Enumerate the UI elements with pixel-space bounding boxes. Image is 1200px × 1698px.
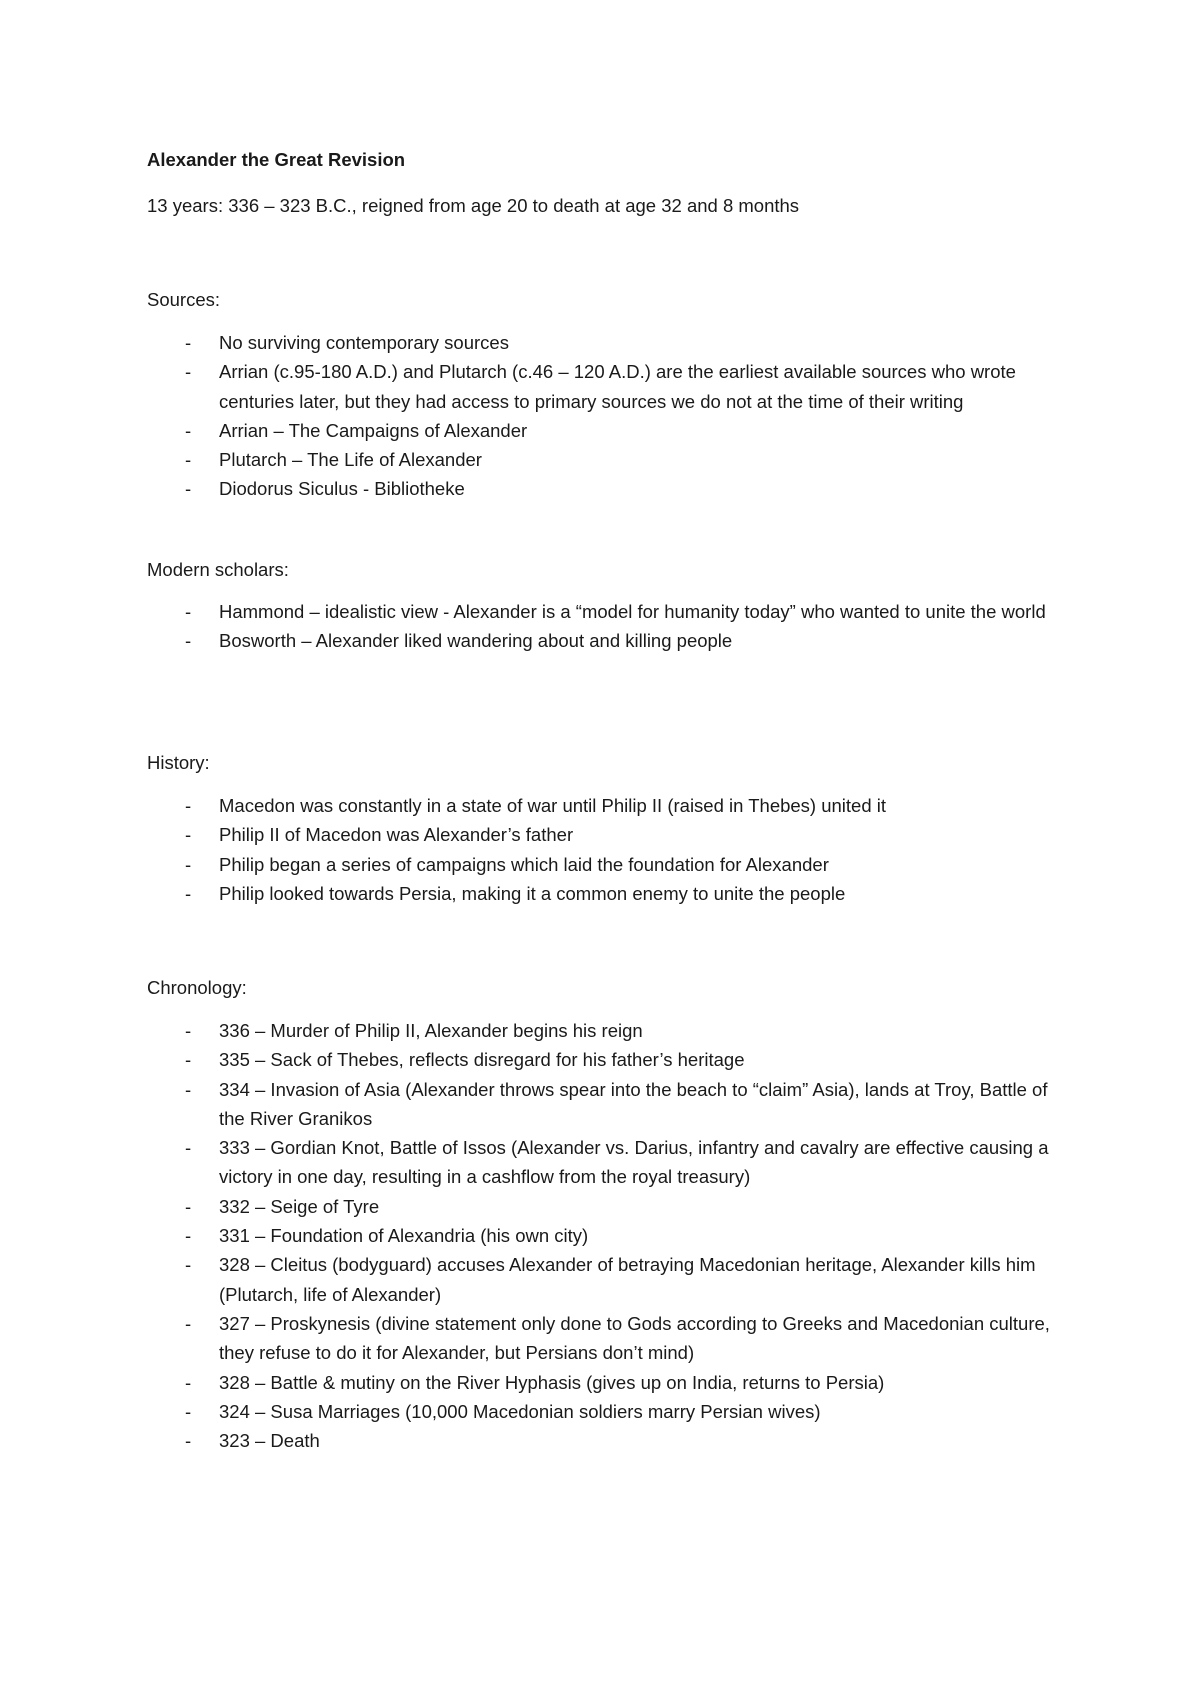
list-item [147,445,1077,474]
list-item [147,1221,1077,1250]
list-item-text: Arrian (c.95-180 A.D.) and Plutarch (c.46 – 120 A.D.) are the earliest available sources who wrote centuries later, but they had access to primary sources we do not at the time of their writing [219,361,1016,412]
list-item [147,626,1077,655]
chronology-list [147,1016,1077,1455]
list-item [147,1045,1077,1074]
list-item [147,328,1077,357]
list-item-text: Philip began a series of campaigns which laid the foundation for Alexander [219,853,829,875]
list-item-text: Plutarch – The Life of Alexander [219,449,482,471]
list-item [147,1426,1077,1455]
page-subtitle: 13 years: 336 – 323 B.C., reigned from age 20 to death at age 32 and 8 months [147,195,800,216]
history-list [147,791,1077,908]
bullet-dash: - [185,1137,192,1159]
bullet-dash: - [185,630,192,652]
list-item-text: 332 – Seige of Tyre [219,1195,380,1217]
bullet-dash: - [185,1225,192,1247]
list-item [147,416,1077,445]
section-heading-chronology: Chronology: [147,977,247,998]
list-item [147,879,1077,908]
list-item [147,474,1077,503]
list-item [147,1250,1077,1309]
list-item-text: 335 – Sack of Thebes, reflects disregard for his father’s heritage [219,1049,745,1071]
list-item-text: 324 – Susa Marriages (10,000 Macedonian soldiers marry Persian wives) [219,1400,821,1422]
list-item-text: 336 – Murder of Philip II, Alexander begins his reign [219,1020,643,1041]
list-item-text: 328 – Battle & mutiny on the River Hyphasis (gives up on India, returns to Persia) [219,1371,885,1393]
bullet-dash: - [185,1400,192,1422]
list-item [147,1192,1077,1221]
bullet-dash: - [185,361,192,383]
list-item-text: Macedon was constantly in a state of war until Philip II (raised in Thebes) united it [219,795,887,816]
list-item [147,1133,1077,1192]
bullet-dash: - [185,419,192,441]
bullet-dash: - [185,1254,192,1276]
list-item-text: 333 – Gordian Knot, Battle of Issos (Alexander vs. Darius, infantry and cavalry are effective causing a victory in one day, resulting in a cashflow from the royal treasury) [219,1137,1049,1188]
bullet-dash: - [185,601,192,622]
bullet-dash: - [185,449,192,471]
list-item-text: No surviving contemporary sources [219,332,509,353]
list-item-text: 331 – Foundation of Alexandria (his own city) [219,1225,589,1247]
sources-list [147,328,1077,504]
bullet-dash: - [185,795,192,816]
bullet-dash: - [185,1430,192,1452]
bullet-dash: - [185,853,192,875]
bullet-dash: - [185,1195,192,1217]
section-heading-sources: Sources: [147,289,221,310]
section-heading-history: History: [147,752,210,773]
list-item [147,820,1077,849]
list-item [147,791,1077,820]
list-item-text: 323 – Death [219,1430,320,1452]
list-item [147,1397,1077,1426]
modern-scholars-list [147,597,1077,656]
bullet-dash: - [185,882,192,904]
list-item [147,1075,1077,1134]
bullet-dash: - [185,1371,192,1393]
section-heading-modern-scholars: Modern scholars: [147,559,289,580]
bullet-dash: - [185,1049,192,1071]
list-item [147,1016,1077,1045]
list-item [147,1309,1077,1368]
list-item-text: 328 – Cleitus (bodyguard) accuses Alexander of betraying Macedonian heritage, Alexander kills him (Plutarch, life of Alexander) [219,1254,1036,1305]
list-item [147,597,1077,626]
bullet-dash: - [185,1078,192,1100]
list-item-text: 334 – Invasion of Asia (Alexander throws spear into the beach to “claim” Asia), lands at Troy, Battle of the River Granikos [219,1078,1048,1129]
bullet-dash: - [185,1020,192,1041]
list-item-text: Arrian – The Campaigns of Alexander [219,419,528,441]
list-item [147,357,1077,416]
bullet-dash: - [185,332,192,353]
page-title: Alexander the Great Revision [147,149,406,170]
bullet-dash: - [185,478,192,500]
list-item-text: Diodorus Siculus - Bibliotheke [219,478,465,500]
bullet-dash: - [185,824,192,846]
list-item-text: 327 – Proskynesis (divine statement only done to Gods according to Greeks and Macedonian culture, they refuse to do it for Alexander, but Persians don’t mind) [219,1312,1050,1364]
list-item-text: Bosworth – Alexander liked wandering about and killing people [219,630,733,652]
list-item [147,1368,1077,1397]
list-item-text: Hammond – idealistic view - Alexander is a “model for humanity today” who wanted to unite the world [219,601,1046,622]
bullet-dash: - [185,1312,192,1334]
list-item-text: Philip II of Macedon was Alexander’s father [219,824,574,846]
list-item-text: Philip looked towards Persia, making it a common enemy to unite the people [219,882,846,904]
list-item [147,850,1077,879]
